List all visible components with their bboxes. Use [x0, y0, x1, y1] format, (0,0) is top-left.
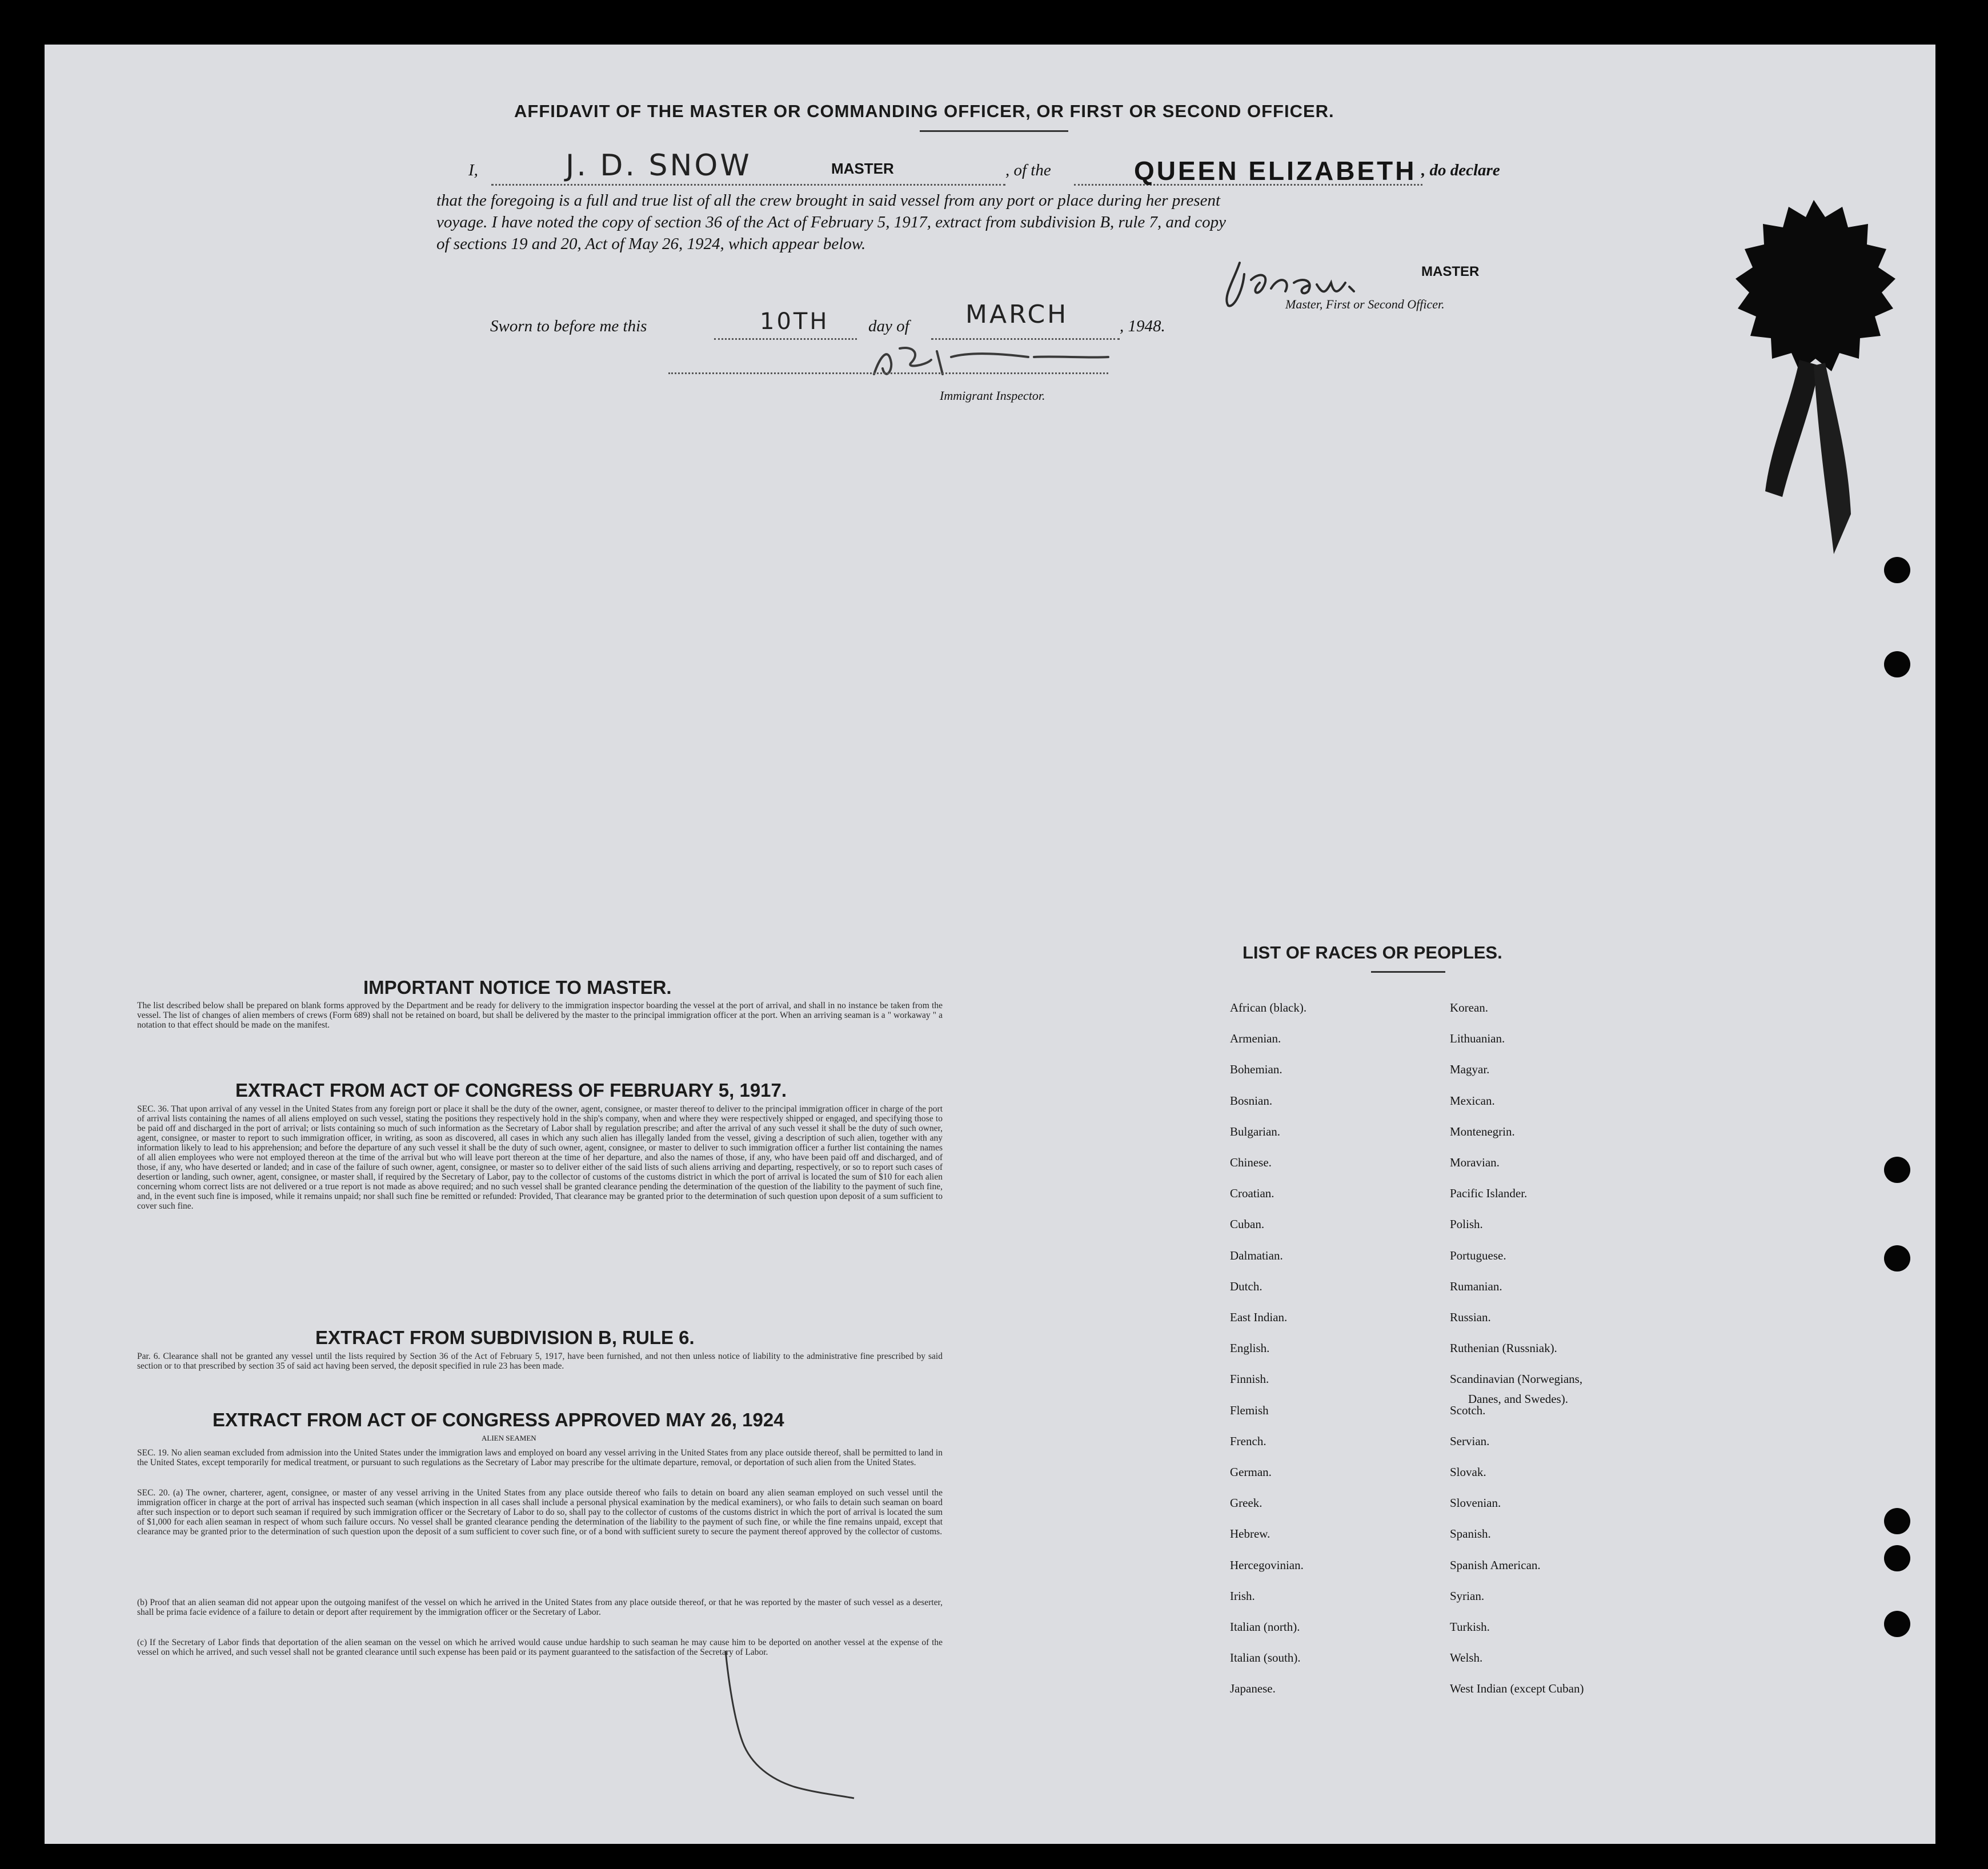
- year-value: , 1948.: [1120, 317, 1165, 335]
- race-item: Italian (south).: [1230, 1651, 1301, 1665]
- signature-caption: Master, First or Second Officer.: [1285, 297, 1445, 311]
- race-item: Polish.: [1450, 1217, 1483, 1232]
- signature-rank-stamp: MASTER: [1421, 264, 1480, 279]
- punch-hole: [1884, 1508, 1910, 1534]
- race-item: Spanish.: [1450, 1527, 1491, 1541]
- extract-1924-title: EXTRACT FROM ACT OF CONGRESS APPROVED MAY 26, 1924: [213, 1409, 784, 1430]
- race-item: Welsh.: [1450, 1651, 1483, 1665]
- race-item: Flemish: [1230, 1403, 1269, 1417]
- master-name: J. D. SNOW: [566, 149, 752, 183]
- race-continuation: Danes, and Swedes).: [1468, 1392, 1568, 1406]
- race-item: Turkish.: [1450, 1620, 1490, 1634]
- race-item: Pacific Islander.: [1450, 1186, 1528, 1201]
- race-item: Montenegrin.: [1450, 1124, 1515, 1138]
- race-item: Lithuanian.: [1450, 1032, 1505, 1046]
- extract-1924-sec20b: (b) Proof that an alien seaman did not appear upon the outgoing manifest of the vessel on which he arrived in the United States from any place outside thereof, or that he was reported by the master of such vessel as a deserter, shall be prima facie evidence of a failure to detain or deport after requirement by the immigration officer or the Secretary of Labor.: [137, 1598, 943, 1617]
- extract-1924-subtitle: ALIEN SEAMEN: [482, 1434, 536, 1442]
- affidavit-body-3: of sections 19 and 20, Act of May 26, 1924, which appear below.: [436, 235, 866, 253]
- day-of-label: day of: [868, 317, 909, 335]
- race-item: Moravian.: [1450, 1156, 1500, 1169]
- affidavit-title: AFFIDAVIT OF THE MASTER OR COMMANDING OFFICER, OR FIRST OR SECOND OFFICER.: [514, 101, 1334, 121]
- day-blank: [714, 338, 857, 340]
- race-item: Ruthenian (Russniak).: [1450, 1341, 1557, 1355]
- notice-text: The list described below shall be prepared on blank forms approved by the Department and be ready for delivery to the immigration inspector boarding the vessel at the port of arrival, and shall in no instance be taken from the vessel. The list of changes of alien members of crews (Form 689) shall not be retained on board, but shall be delivered by the master to the principal immigration officer at the port. When an arriving seaman is a " workaway " a notation to that effect should be made on the manifest.: [137, 1001, 943, 1030]
- race-item: Slovenian.: [1450, 1496, 1501, 1510]
- punch-hole: [1884, 651, 1910, 677]
- extract-1924-sec20a: SEC. 20. (a) The owner, charterer, agent, consignee, or master of any vessel arriving in the United States from any place outside thereof who fails to detain on board any alien seaman employed on such vessel until the immigration officer in charge at the port of arrival has inspected such seaman (which inspection in all cases shall include a personal physical examination by the medical examiners), or who fails to detain such seaman on board after such inspection or to deport such seaman if required by such immigration officer or the Secretary of Labor to do so, shall pay to the collector of customs of the customs district in which the port of arrival is located the sum of $1,000 for each alien seaman in respect of whom such failure occurs. No vessel shall be granted clearance pending the determination of the liability to the payment of such fine, or while the fine remains unpaid, except that clearance may be granted prior to the determination of such question upon the deposit of a sum sufficient to cover such fine, or of a bond with sufficient surety to secure the payment thereof approved by the collector of customs.: [137, 1488, 943, 1537]
- race-item: Syrian.: [1450, 1589, 1485, 1603]
- race-item: Irish.: [1230, 1589, 1255, 1603]
- of-the-label: , of the: [1005, 161, 1051, 179]
- race-item: East Indian.: [1230, 1310, 1288, 1324]
- wax-seal-icon: [1720, 194, 1908, 560]
- extract-rule6-text: Par. 6. Clearance shall not be granted any vessel until the lists required by Section 36 of the Act of February 5, 1917, have been furnished, and not then unless notice of liability to the administrative fine prescribed by said section or to that prescribed by section 35 of said act having been served, the deposit specified in rule 23 has been made.: [137, 1351, 943, 1371]
- race-item: Bosnian.: [1230, 1093, 1273, 1108]
- extract-1917-text: SEC. 36. That upon arrival of any vessel in the United States from any foreign port or place it shall be the duty of the owner, agent, consignee, or master thereof to deliver to the principal immigration officer in charge of the port of arrival lists containing the names of all aliens employed on such vessel, stating the positions they respectively hold in the ship's company, when and where they were respectively shipped or engaged, and specifying those to be paid off and discharged in the port of arrival; or lists containing so much of such information as the Secretary of Labor shall by regulation prescribe; and after the arrival of any such vessel it shall be the duty of such owner, agent, consignee, or master to report to such immigration officer, in writing, as soon as discovered, all cases in which any such alien has illegally landed from the vessel, giving a description of such alien, together with any information likely to lead to his apprehension; and before the departure of any such vessel it shall be the duty of such owner, agent, consignee, or master to deliver to such immigration officer a further list containing the names of all alien employees who were not employed thereon at the time of the arrival but who will leave port thereon at the time of her departure, and also the names of those, if any, who have been paid off and discharged, and of those, if any, who have deserted or landed; and in case of the failure of such owner, agent, consignee, or master so to deliver either of the said lists of such aliens arriving and departing, respectively, or so to report such cases of desertion or landing, such owner, agent, consignee, or master shall, if required by the Secretary of Labor, pay to the collector of customs of the customs district in which the port of arrival is located the sum of $10 for each alien concerning whom correct lists are not delivered or a true report is not made as above required; and no such vessel shall be granted clearance pending the determination of the question of the liability to the payment of such fine, and, in the event such fine is imposed, while it remains unpaid; nor shall such fine be remitted or refunded: Provided, That clearance may be granted prior to the determination of such question upon deposit of a sum sufficient to cover such fine.: [137, 1104, 943, 1211]
- race-item: Rumanian.: [1450, 1279, 1502, 1293]
- race-item: Croatian.: [1230, 1186, 1274, 1201]
- race-item: Scandinavian (Norwegians,: [1450, 1372, 1583, 1386]
- punch-hole: [1884, 1245, 1910, 1272]
- punch-hole: [1884, 1611, 1910, 1637]
- extract-1924-sec20c: (c) If the Secretary of Labor finds that deportation of the alien seaman on the vessel on which he arrived would cause undue hardship to such seaman he may cause him to be deported on another vessel at the expense of the vessel on which he arrived, and such vessel shall not be granted clearance until such expense has been paid or its payment guaranteed to the satisfaction of the Secretary of Labor.: [137, 1638, 943, 1657]
- inspector-signature: [857, 334, 1120, 386]
- master-rank-stamp: MASTER: [831, 160, 894, 177]
- punch-hole: [1884, 1157, 1910, 1183]
- notice-title: IMPORTANT NOTICE TO MASTER.: [363, 977, 672, 998]
- vessel-name: QUEEN ELIZABETH: [1134, 156, 1417, 186]
- race-item: Magyar.: [1450, 1062, 1490, 1077]
- race-item: Korean.: [1450, 1001, 1489, 1014]
- sworn-label: Sworn to before me this: [490, 317, 647, 335]
- race-item: Armenian.: [1230, 1032, 1281, 1046]
- punch-hole: [1884, 1545, 1910, 1571]
- race-item: Greek.: [1230, 1496, 1262, 1510]
- race-item: Italian (north).: [1230, 1620, 1300, 1634]
- punch-hole: [1884, 557, 1910, 583]
- race-item: Dalmatian.: [1230, 1248, 1283, 1262]
- race-item: Hercegovinian.: [1230, 1558, 1304, 1572]
- race-item: German.: [1230, 1465, 1272, 1479]
- races-title: LIST OF RACES OR PEOPLES.: [1242, 942, 1502, 962]
- affidavit-body-1: that the foregoing is a full and true list of all the crew brought in said vessel from any port or place during her present: [436, 191, 1221, 210]
- race-item: Mexican.: [1450, 1093, 1495, 1108]
- race-item: Russian.: [1450, 1310, 1491, 1324]
- extract-1924-sec19: SEC. 19. No alien seaman excluded from admission into the United States under the immigration laws and employed on board any vessel arriving in the United States from any place outside thereof, shall be permitted to land in the United States, except temporarily for medical treatment, or pursuant to such regulations as the Secretary of Labor may prescribe for the ultimate departure, removal, or deportation of such alien from the United States.: [137, 1448, 943, 1467]
- affidavit-body-2: voyage. I have noted the copy of section 36 of the Act of February 5, 1917, extract from subdivision B, rule 7, and copy: [436, 213, 1227, 231]
- title-rule: [920, 130, 1068, 132]
- inspector-caption: Immigrant Inspector.: [940, 388, 1045, 403]
- race-item: Bohemian.: [1230, 1062, 1282, 1077]
- race-item: Finnish.: [1230, 1372, 1269, 1386]
- race-item: Hebrew.: [1230, 1527, 1270, 1541]
- month-value: MARCH: [965, 300, 1069, 329]
- race-item: Cuban.: [1230, 1217, 1265, 1232]
- extract-1917-title: EXTRACT FROM ACT OF CONGRESS OF FEBRUARY 5, 1917.: [235, 1080, 787, 1101]
- race-item: English.: [1230, 1341, 1270, 1355]
- race-item: Servian.: [1450, 1434, 1490, 1448]
- race-item: Dutch.: [1230, 1279, 1262, 1293]
- day-value: 10TH: [760, 308, 829, 335]
- race-item: French.: [1230, 1434, 1266, 1448]
- name-blank: [491, 184, 1005, 186]
- affidavit-i: I,: [468, 161, 478, 179]
- do-declare-label: , do declare: [1421, 161, 1500, 179]
- race-item: Spanish American.: [1450, 1558, 1541, 1572]
- race-item: Bulgarian.: [1230, 1124, 1281, 1138]
- inspector-blank: [668, 372, 1108, 374]
- pen-mark: [708, 1645, 880, 1811]
- race-item: Chinese.: [1230, 1156, 1272, 1169]
- race-item: Portuguese.: [1450, 1248, 1506, 1262]
- race-item: West Indian (except Cuban): [1450, 1682, 1584, 1696]
- race-item: Slovak.: [1450, 1465, 1486, 1479]
- extract-rule6-title: EXTRACT FROM SUBDIVISION B, RULE 6.: [315, 1327, 695, 1348]
- race-item: African (black).: [1230, 1001, 1307, 1014]
- race-item: Japanese.: [1230, 1682, 1276, 1696]
- races-title-rule: [1371, 971, 1445, 973]
- race-item: Scotch.: [1450, 1403, 1486, 1417]
